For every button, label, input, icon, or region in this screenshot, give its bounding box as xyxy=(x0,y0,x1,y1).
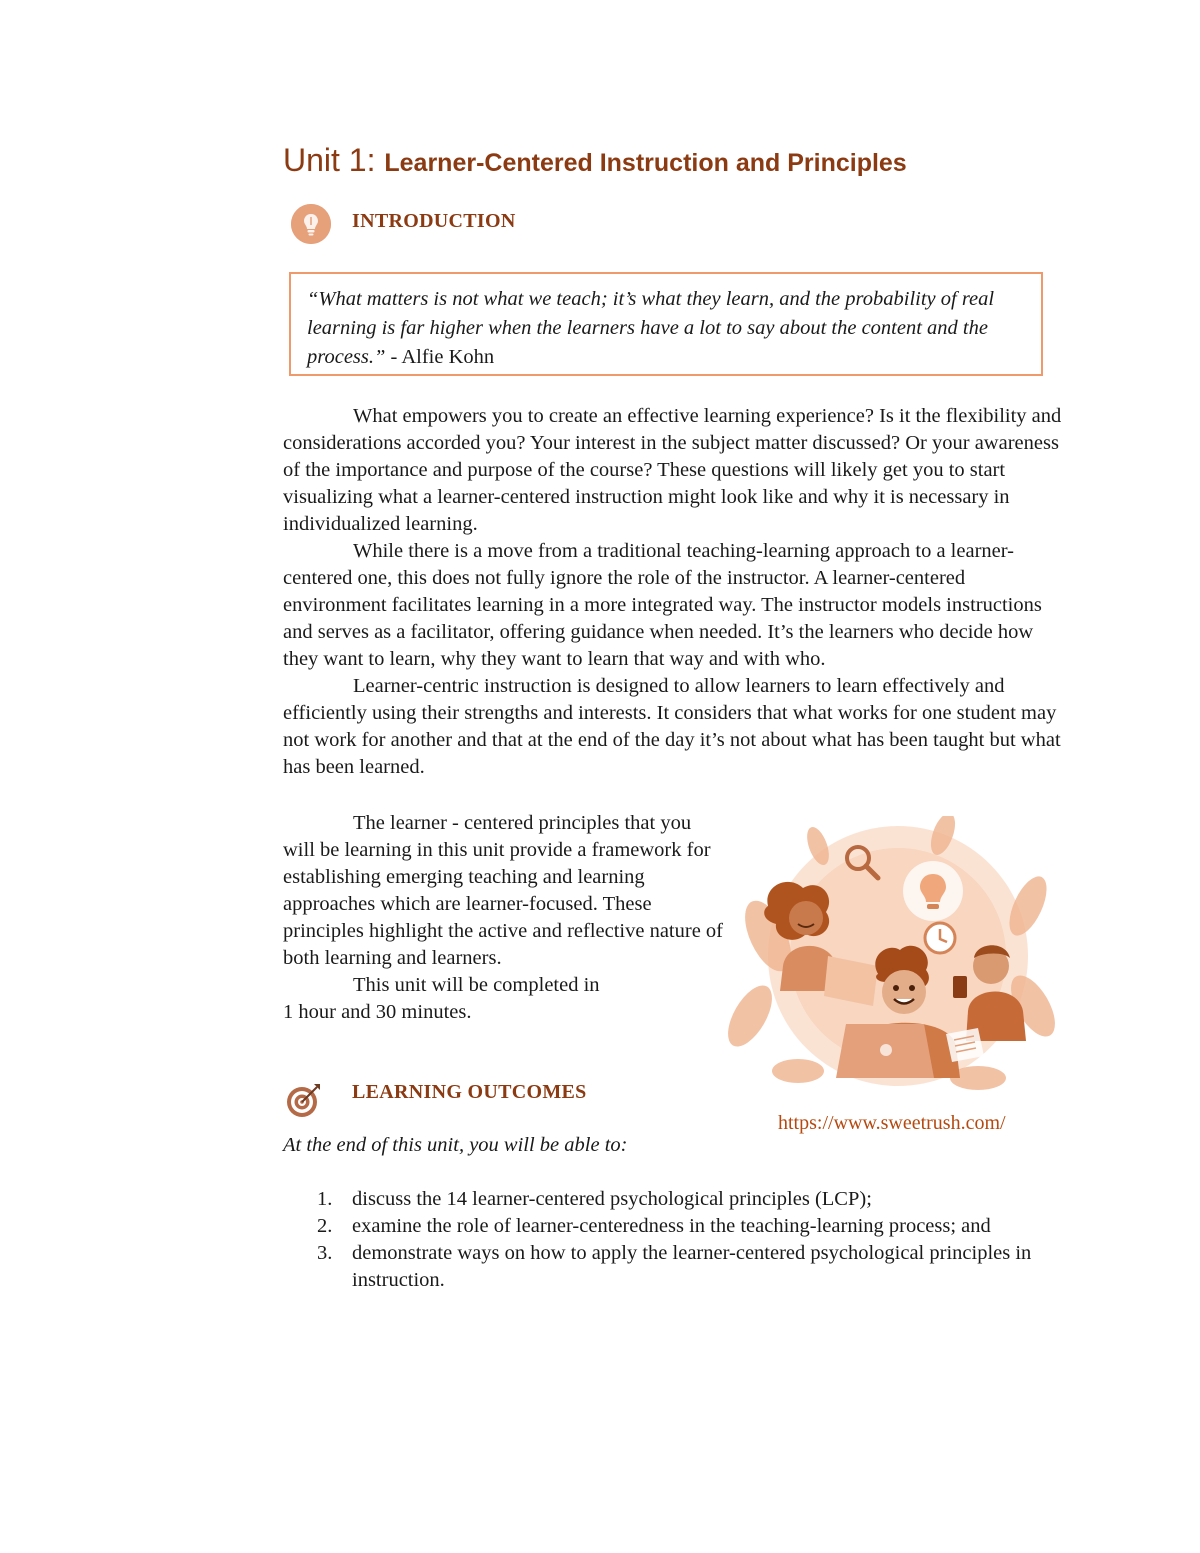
target-icon xyxy=(284,1080,324,1120)
list-number: 1. xyxy=(317,1188,333,1210)
list-item xyxy=(283,1213,1053,1240)
outcomes-intro: At the end of this unit, you will be able to: xyxy=(283,1134,628,1156)
quote-box xyxy=(289,272,1043,376)
list-number: 2. xyxy=(317,1215,333,1237)
body-paragraph: What empowers you to create an effective learning experience? Is it the flexibility and considerations accorded you? Your interest in the subject matter discussed? Or your awareness of the importance and purpose of the course? These questions will likely get you to start visualizing what a learner-centered instruction might look like and why it is necessary in individualized learning. xyxy=(283,405,1062,535)
body-paragraph: While there is a move from a traditional teaching-learning approach to a learner-centered one, this does not fully ignore the role of the instructor. A learner-centered environment facilitates learning in a more integrated way. The instructor models instructions and serves as a facilitator, offering guidance when needed. It’s the learners who decide how they want to learn, why they want to learn that way and with who. xyxy=(283,540,1042,670)
list-item-text: examine the role of learner-centeredness in the teaching-learning process; and xyxy=(352,1215,991,1237)
introduction-heading: INTRODUCTION xyxy=(352,210,516,232)
unit-title xyxy=(283,142,907,179)
outcomes-list xyxy=(283,1186,1053,1294)
learning-outcomes-heading: LEARNING OUTCOMES xyxy=(352,1081,587,1103)
unit-label: Unit 1: xyxy=(283,142,376,178)
list-item xyxy=(283,1186,1053,1213)
quote-text: “What matters is not what we teach; it’s what they learn, and the probability of real learning is far higher when the learners have a lot to say about the content and the process.” xyxy=(307,288,995,368)
principles-block xyxy=(283,810,723,1026)
image-source-link[interactable]: https://www.sweetrush.com/ xyxy=(778,1112,1006,1134)
learners-illustration xyxy=(728,816,1058,1098)
unit-name: Learner-Centered Instruction and Principles xyxy=(384,149,907,177)
body-paragraph: Learner-centric instruction is designed to allow learners to learn effectively and efficiently using their strengths and interests. It considers that what works for one student may not work for another and that at the end of the day it’s not about what has been taught but what has been learned. xyxy=(283,675,1061,778)
introduction-body xyxy=(283,403,1063,781)
list-item-text: discuss the 14 learner-centered psychological principles (LCP); xyxy=(352,1188,872,1210)
list-item xyxy=(283,1240,1053,1294)
list-number: 3. xyxy=(317,1242,333,1264)
duration-line-1: This unit will be completed in xyxy=(353,974,600,996)
principles-paragraph: The learner - centered principles that you will be learning in this unit provide a framework for establishing emerging teaching and learning approaches which are learner-focused. These principles highlight the active and reflective nature of both learning and learners. xyxy=(283,812,724,969)
duration-paragraph xyxy=(283,972,723,1026)
quote-attribution: - Alfie Kohn xyxy=(385,346,495,368)
duration-line-2: 1 hour and 30 minutes. xyxy=(283,1001,472,1023)
list-item-text: demonstrate ways on how to apply the learner-centered psychological principles in instruction. xyxy=(352,1242,1032,1291)
lightbulb-icon xyxy=(291,204,331,244)
